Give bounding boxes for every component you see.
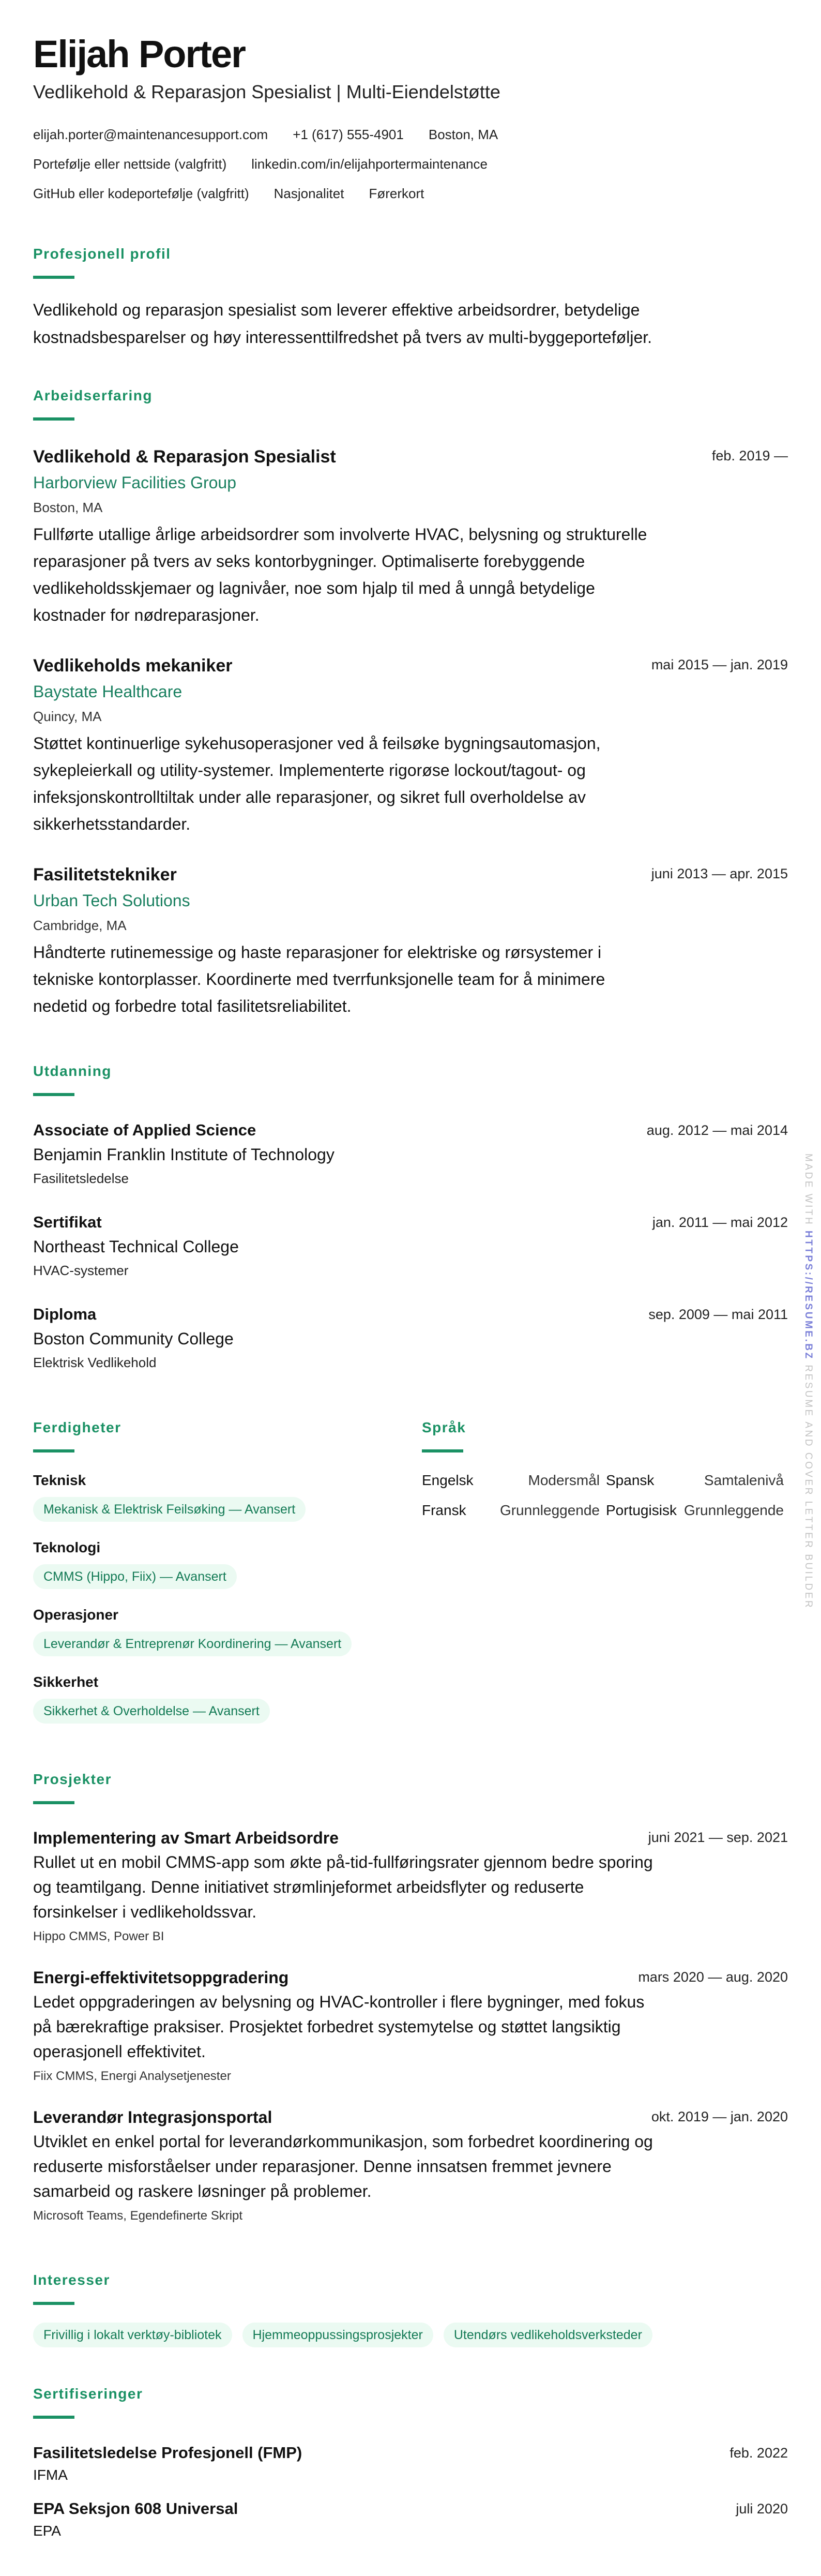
skill-tag: CMMS (Hippo, Fiix) — Avansert bbox=[33, 1564, 237, 1589]
certification-issuer: IFMA bbox=[33, 2467, 68, 2483]
heading-underline bbox=[33, 2416, 74, 2419]
project-title: Energi-effektivitetsoppgradering bbox=[33, 1968, 289, 1987]
heading-underline bbox=[33, 276, 74, 279]
contact-row bbox=[33, 183, 498, 213]
language-name: Engelsk bbox=[422, 1472, 474, 1488]
skill-tags bbox=[33, 1699, 395, 1724]
skill-tags bbox=[33, 1497, 395, 1522]
education-entry bbox=[33, 1211, 788, 1281]
experience-section bbox=[33, 385, 788, 1020]
section-heading: Sertifiseringer bbox=[33, 2386, 143, 2402]
heading-underline bbox=[33, 1801, 74, 1804]
headline-title: Vedlikehold & Reparasjon Spesialist bbox=[33, 81, 331, 102]
skill-tag: Mekanisk & Elektrisk Feilsøking — Avansert bbox=[33, 1497, 306, 1522]
watermark-link[interactable]: HTTPS://RESUME.BZ bbox=[803, 1231, 814, 1360]
school-name: Northeast Technical College bbox=[33, 1237, 239, 1256]
field-of-study: Fasilitetsledelse bbox=[33, 1171, 129, 1186]
education-dates: aug. 2012 — mai 2014 bbox=[646, 1122, 788, 1138]
job-location: Quincy, MA bbox=[33, 709, 102, 724]
profile-section bbox=[33, 244, 788, 351]
heading-underline bbox=[33, 1449, 74, 1452]
skill-tag: Sikkerhet & Overholdelse — Avansert bbox=[33, 1699, 270, 1724]
section-heading: Språk bbox=[422, 1419, 466, 1435]
job-dates: juni 2013 — apr. 2015 bbox=[651, 866, 788, 881]
language-item bbox=[606, 1500, 790, 1521]
project-description: Utviklet en enkel portal for leverandørkommunikasjon, som forbedret koordinering og reduserte misforståelser under reparasjoner. Denne innsatsen fremmet jevnere samarbeid og raskere løsninger på problemer. bbox=[33, 2132, 653, 2200]
school-name: Boston Community College bbox=[33, 1329, 234, 1348]
language-item bbox=[422, 1500, 606, 1521]
language-item bbox=[606, 1470, 790, 1491]
email-link[interactable]: elijah.porter@maintenancesupport.com bbox=[33, 127, 268, 142]
company-name: Urban Tech Solutions bbox=[33, 891, 190, 910]
section-heading: Prosjekter bbox=[33, 1771, 112, 1787]
language-name: Fransk bbox=[422, 1502, 466, 1518]
project-entry bbox=[33, 2105, 788, 2226]
certifications-section bbox=[33, 2384, 788, 2542]
education-section bbox=[33, 1061, 788, 1373]
location: Boston, MA bbox=[428, 127, 498, 142]
profile-summary: Vedlikehold og reparasjon spesialist som leverer effektive arbeidsordrer, betydelige kostnadsbesparelser og høy interessenttilfredshet på tvers av multi-byggeporteføljer. bbox=[33, 301, 652, 347]
skill-group bbox=[33, 1537, 395, 1589]
interests-section bbox=[33, 2270, 788, 2347]
phone: +1 (617) 555-4901 bbox=[293, 127, 404, 142]
skill-category: Teknisk bbox=[33, 1472, 86, 1488]
project-entry bbox=[33, 1966, 788, 2087]
job-entry bbox=[33, 653, 788, 837]
certification-entry bbox=[33, 2442, 788, 2486]
certification-issuer: EPA bbox=[33, 2523, 61, 2539]
skill-group bbox=[33, 1470, 395, 1522]
certification-date: juli 2020 bbox=[736, 2501, 788, 2517]
language-name: Portugisisk bbox=[606, 1502, 677, 1518]
language-level: Modersmål bbox=[528, 1472, 600, 1488]
project-technologies: Hippo CMMS, Power BI bbox=[33, 1929, 164, 1943]
language-level: Grunnleggende bbox=[683, 1502, 784, 1518]
watermark-prefix: MADE WITH bbox=[803, 1154, 814, 1226]
job-title: Fasilitetstekniker bbox=[33, 865, 177, 885]
contact-info bbox=[33, 124, 498, 213]
project-description: Ledet oppgraderingen av belysning og HVAC-kontroller i flere bygninger, med fokus på bærekraftige praksiser. Prosjektet forbedret systemytelse og støttet langsiktig operasjonell effektivitet. bbox=[33, 1993, 645, 2061]
job-entry bbox=[33, 862, 788, 1020]
language-name: Spansk bbox=[606, 1472, 655, 1488]
skill-group bbox=[33, 1605, 395, 1656]
skills-section bbox=[33, 1417, 395, 1724]
job-location: Boston, MA bbox=[33, 500, 103, 515]
skill-tags bbox=[33, 1564, 395, 1589]
project-description: Rullet ut en mobil CMMS-app som økte på-tid-fullføringsrater gjennom bedre sporing og teamtilgang. Denne initiativet strømlinjeformet arbeidsflyter og reduserte forsinkelser i vedlikeholdssvar. bbox=[33, 1853, 653, 1921]
linkedin-link[interactable]: linkedin.com/in/elijahportermaintenance bbox=[251, 156, 488, 172]
project-title: Leverandør Integrasjonsportal bbox=[33, 2108, 272, 2126]
skill-category: Teknologi bbox=[33, 1539, 101, 1555]
watermark bbox=[797, 1154, 818, 1610]
language-level: Samtalenivå bbox=[704, 1472, 784, 1488]
education-dates: jan. 2011 — mai 2012 bbox=[652, 1215, 788, 1230]
projects-section bbox=[33, 1769, 788, 2226]
watermark-suffix: RESUME AND COVER LETTER BUILDER bbox=[803, 1365, 814, 1610]
company-name: Baystate Healthcare bbox=[33, 682, 183, 701]
job-dates: mai 2015 — jan. 2019 bbox=[651, 657, 788, 672]
headline bbox=[33, 80, 500, 104]
headline-suffix: Multi-Eiendelstøtte bbox=[346, 81, 500, 102]
section-heading: Ferdigheter bbox=[33, 1419, 121, 1435]
headline-separator: | bbox=[336, 81, 341, 102]
section-heading: Arbeidserfaring bbox=[33, 387, 153, 403]
degree: Diploma bbox=[33, 1305, 97, 1323]
project-dates: okt. 2019 — jan. 2020 bbox=[651, 2109, 788, 2124]
project-title: Implementering av Smart Arbeidsordre bbox=[33, 1829, 339, 1847]
certification-title: EPA Seksjon 608 Universal bbox=[33, 2499, 238, 2518]
certification-entry bbox=[33, 2497, 788, 2542]
language-item bbox=[422, 1470, 606, 1491]
job-title: Vedlikehold & Reparasjon Spesialist bbox=[33, 447, 336, 467]
section-heading: Utdanning bbox=[33, 1063, 112, 1079]
job-entry bbox=[33, 444, 788, 628]
job-title: Vedlikeholds mekaniker bbox=[33, 656, 233, 676]
heading-underline bbox=[33, 1093, 74, 1096]
nationality: Nasjonalitet bbox=[273, 186, 344, 201]
project-dates: juni 2021 — sep. 2021 bbox=[648, 1830, 788, 1845]
project-dates: mars 2020 — aug. 2020 bbox=[638, 1969, 788, 1985]
github-link[interactable]: GitHub eller kodeportefølje (valgfritt) bbox=[33, 186, 249, 201]
project-technologies: Fiix CMMS, Energi Analysetjenester bbox=[33, 2069, 231, 2083]
certification-title: Fasilitetsledelse Profesjonell (FMP) bbox=[33, 2444, 302, 2462]
skill-category: Sikkerhet bbox=[33, 1674, 99, 1690]
field-of-study: HVAC-systemer bbox=[33, 1263, 129, 1278]
education-entry bbox=[33, 1119, 788, 1189]
watermark-text bbox=[802, 1154, 814, 1609]
school-name: Benjamin Franklin Institute of Technology bbox=[33, 1145, 335, 1164]
heading-underline bbox=[33, 417, 74, 421]
language-level: Grunnleggende bbox=[499, 1502, 600, 1518]
skill-category: Operasjoner bbox=[33, 1607, 118, 1623]
company-name: Harborview Facilities Group bbox=[33, 473, 237, 492]
contact-row bbox=[33, 124, 498, 154]
project-entry bbox=[33, 1826, 788, 1947]
job-description: Fullførte utallige årlige arbeidsordrer som involverte HVAC, belysning og strukturelle reparasjoner på tvers av seks kontorbygninger. Optimaliserte forebyggende vedlikeholdsskjemaer og lagnivåer, noe som hjalp til med å unngå betydelige kostnader for nødreparasjoner. bbox=[33, 525, 647, 624]
job-description: Håndterte rutinemessige og haste reparasjoner for elektriske og rørsystemer i tekniske kontorplasser. Koordinerte med tverrfunksjonelle team for å minimere nedetid og forbedre total fasilitetsreliabilitet. bbox=[33, 943, 605, 1015]
job-location: Cambridge, MA bbox=[33, 918, 127, 933]
certification-date: feb. 2022 bbox=[729, 2445, 788, 2461]
skill-tags bbox=[33, 1631, 395, 1656]
heading-underline bbox=[422, 1449, 463, 1452]
degree: Sertifikat bbox=[33, 1213, 102, 1231]
job-dates: feb. 2019 — bbox=[711, 448, 788, 463]
skill-group bbox=[33, 1672, 395, 1724]
skill-tag: Leverandør & Entreprenør Koordinering — Avansert bbox=[33, 1631, 352, 1656]
field-of-study: Elektrisk Vedlikehold bbox=[33, 1355, 157, 1370]
degree: Associate of Applied Science bbox=[33, 1121, 256, 1139]
section-heading: Interesser bbox=[33, 2272, 110, 2288]
languages-section bbox=[422, 1417, 794, 1521]
section-heading: Profesjonell profil bbox=[33, 246, 171, 262]
education-entry bbox=[33, 1303, 788, 1373]
contact-row bbox=[33, 154, 498, 183]
candidate-name: Elijah Porter bbox=[33, 33, 245, 76]
interest-tag: Frivillig i lokalt verktøy-bibliotek bbox=[33, 2323, 232, 2347]
drivers-license: Førerkort bbox=[369, 186, 424, 201]
interest-tag: Utendørs vedlikeholdsverksteder bbox=[444, 2323, 652, 2347]
project-technologies: Microsoft Teams, Egendefinerte Skript bbox=[33, 2209, 243, 2223]
interest-tag: Hjemmeoppussingsprosjekter bbox=[242, 2323, 433, 2347]
education-dates: sep. 2009 — mai 2011 bbox=[648, 1307, 788, 1322]
heading-underline bbox=[33, 2302, 74, 2305]
portfolio-link[interactable]: Portefølje eller nettside (valgfritt) bbox=[33, 156, 227, 172]
job-description: Støttet kontinuerlige sykehusoperasjoner ved å feilsøke bygningsautomasjon, sykepleierkall og utility-systemer. Implementerte rigorøse lockout/tagout- og infeksjonskontrolltiltak under alle reparasjoner, og sikret full overholdelse av sikkerhetsstandarder. bbox=[33, 734, 601, 833]
